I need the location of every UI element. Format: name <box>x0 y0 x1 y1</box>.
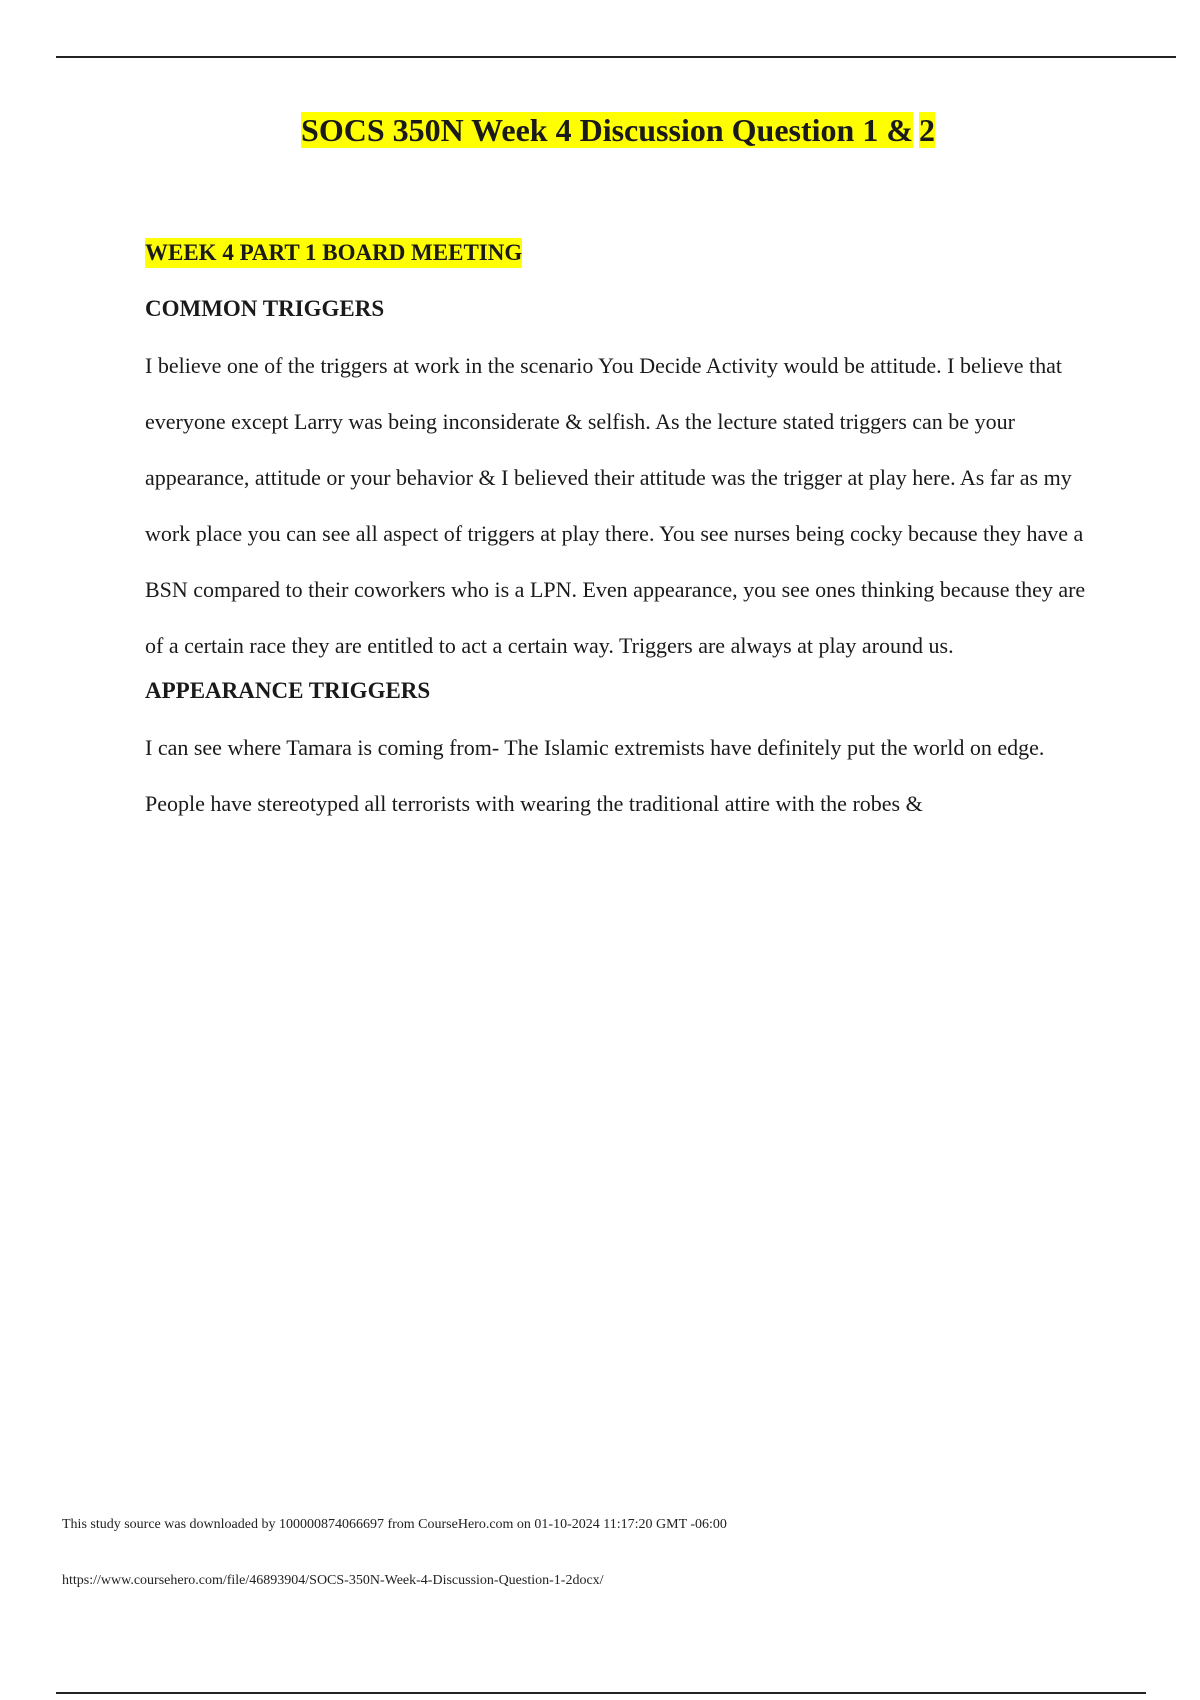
source-url: https://www.coursehero.com/file/46893904/SOCS-350N-Week-4-Discussion-Question-1-2docx/ <box>62 1573 604 1588</box>
section-heading-appearance-triggers: APPEARANCE TRIGGERS <box>145 678 431 703</box>
section-tag: WEEK 4 PART 1 BOARD MEETING <box>145 238 522 268</box>
document-body <box>145 238 1095 832</box>
document-title <box>0 110 1200 150</box>
section-body-common-triggers: I believe one of the triggers at work in the scenario You Decide Activity would be attitude. I believe that everyone except Larry was being inconsiderate & selfish. As the lecture stated triggers can be your appearance, attitude or your behavior & I believed their attitude was the trigger at play here. As far as my work place you can see all aspect of triggers at play there. You see nurses being cocky because they have a BSN compared to their coworkers who is a LPN. Even appearance, you see ones thinking because they are of a certain race they are entitled to act a certain way. Triggers are always at play around us. <box>145 353 1086 658</box>
document-title-number: 2 <box>918 112 935 148</box>
section-heading-common-triggers: COMMON TRIGGERS <box>145 296 385 321</box>
section-body-appearance-triggers: I can see where Tamara is coming from- The Islamic extremists have definitely put the world on edge. People have stereotyped all terrorists with wearing the traditional attire with the robes & <box>145 735 1045 816</box>
top-rule <box>56 56 1176 58</box>
document-title-main: SOCS 350N Week 4 Discussion Question 1 & <box>301 112 913 148</box>
download-note: This study source was downloaded by 100000874066697 from CourseHero.com on 01-10-2024 11:17:20 GMT -06:00 <box>62 1517 727 1532</box>
bottom-rule <box>56 1692 1146 1694</box>
